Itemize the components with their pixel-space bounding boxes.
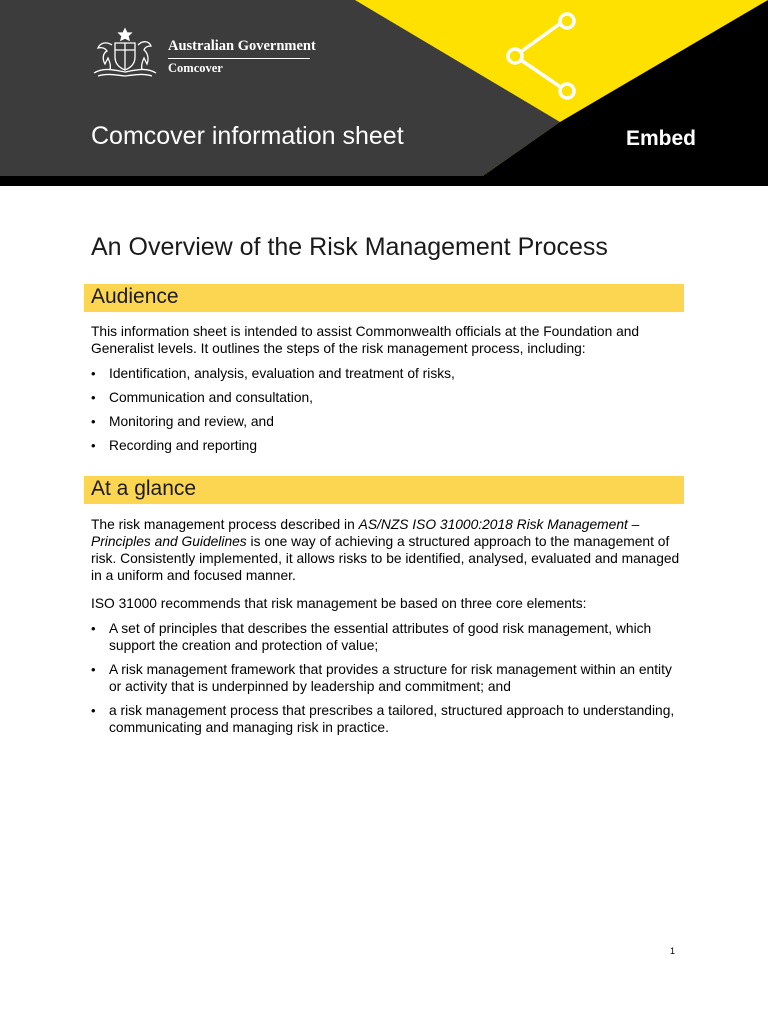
document-header [0,0,768,186]
list-item: • Recording and reporting [91,437,681,454]
list-item: • A risk management framework that provides a structure for risk management within an entity or activity that is underpinned by leadership and commitment; and [91,661,681,695]
section-heading-audience [84,284,684,312]
core-elements-bullet-list [91,620,681,736]
coat-of-arms-icon [88,25,162,79]
page-number: 1 [670,946,676,956]
paragraph-text: The risk management process described in [91,517,359,532]
list-item: • Communication and consultation, [91,389,681,406]
sheet-title: Comcover information sheet [91,122,404,150]
list-item: • Identification, analysis, evaluation and treatment of risks, [91,365,681,382]
section-heading-text: Audience [91,285,179,308]
at-a-glance-paragraph [91,516,681,584]
audience-intro: This information sheet is intended to assist Commonwealth officials at the Foundation and Generalist levels. It outlines the steps of the risk management process, including: [91,324,640,356]
standard-title: AS/NZS ISO 31000:2018 Risk Management – Principles and Guidelines [91,517,640,549]
document-title: An Overview of the Risk Management Process [91,233,608,261]
share-icon [502,10,582,102]
list-item: • a risk management process that prescribes a tailored, structured approach to understanding, communicating and managing risk in practice. [91,702,681,736]
government-name: Australian Government [168,38,310,59]
sheet-type-label: Embed [626,127,697,150]
section-heading-at-a-glance [84,476,684,504]
section-heading-text: At a glance [91,477,197,500]
core-elements-intro: ISO 31000 recommends that risk management be based on three core elements: [91,596,587,611]
agency-name: Comcover [168,61,223,75]
audience-bullet-list [91,365,681,454]
paragraph-text: is one way of achieving a structured approach to the management of risk. Consistently implemented, it allows risks to be identified, analysed, evaluated and managed in a uniform and focused manner. [91,534,680,583]
list-item: • A set of principles that describes the essential attributes of good risk management, which support the creation and protection of value; [91,620,681,654]
list-item: • Monitoring and review, and [91,413,681,430]
